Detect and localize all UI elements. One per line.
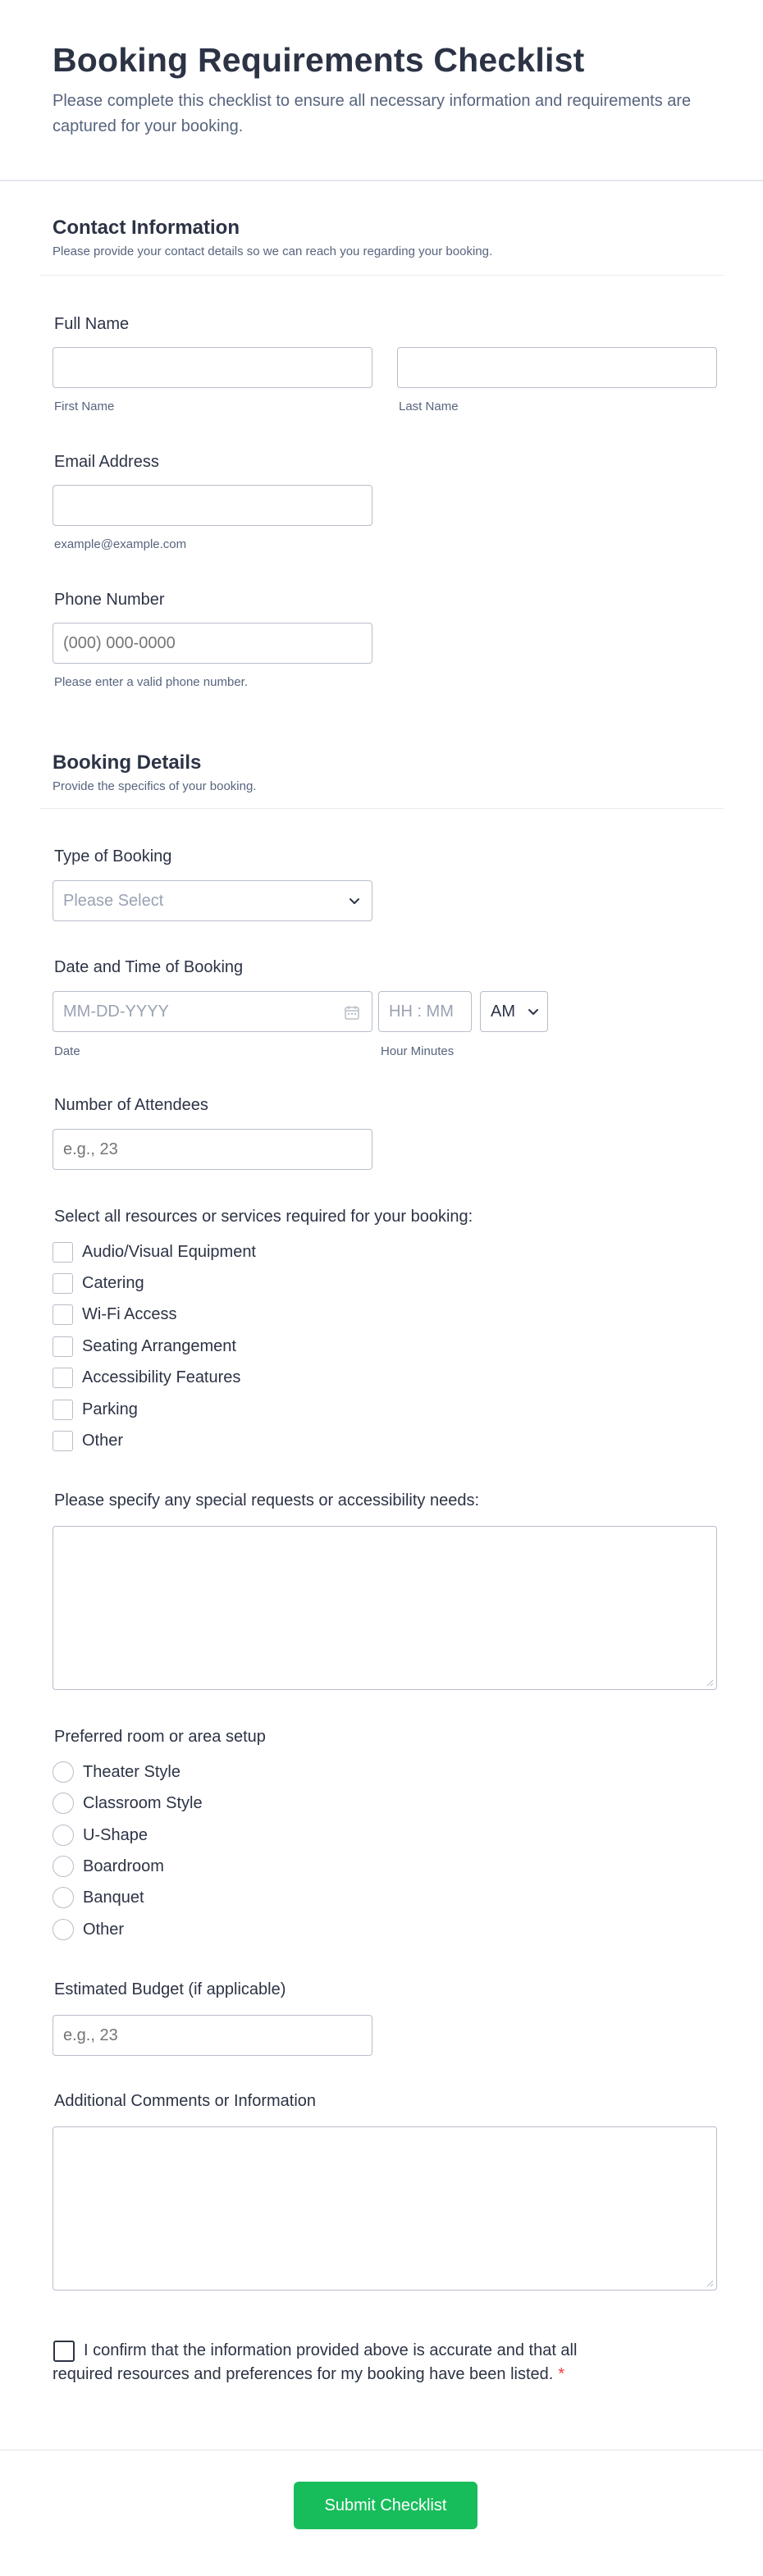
confirm-checkbox[interactable] <box>53 2341 75 2362</box>
resources-label: Select all resources or services required for your booking: <box>54 1208 473 1226</box>
radio-option-label: Boardroom <box>83 1857 164 1875</box>
section-divider <box>39 808 724 809</box>
comments-textarea[interactable] <box>53 2126 717 2291</box>
budget-label: Estimated Budget (if applicable) <box>54 1980 286 1998</box>
booking-type-label: Type of Booking <box>54 847 172 866</box>
radio-option[interactable] <box>53 1887 144 1908</box>
first-name-sublabel: First Name <box>54 400 115 413</box>
section-desc-contact: Please provide your contact details so we can reach you regarding your booking. <box>53 244 493 258</box>
checkbox-option-label: Audio/Visual Equipment <box>82 1242 256 1261</box>
time-sublabel: Hour Minutes <box>381 1044 455 1058</box>
checkbox[interactable] <box>53 1242 73 1263</box>
checkbox-option[interactable] <box>53 1367 240 1388</box>
email-label: Email Address <box>54 453 159 471</box>
radio-button[interactable] <box>53 1793 74 1814</box>
page-subtitle: Please complete this checklist to ensure all necessary information and requirements are captured for your booking. <box>53 92 692 135</box>
radio-button[interactable] <box>53 1825 74 1846</box>
full-name-label: Full Name <box>54 315 130 333</box>
checkbox-option-label: Parking <box>82 1400 138 1418</box>
checkbox[interactable] <box>53 1368 73 1388</box>
date-time-label: Date and Time of Booking <box>54 958 244 976</box>
radio-option[interactable] <box>53 1761 180 1783</box>
checkbox-option-label: Catering <box>82 1273 144 1292</box>
budget-input[interactable] <box>53 2015 372 2056</box>
ampm-select[interactable] <box>480 991 548 1032</box>
required-indicator: * <box>558 2365 565 2383</box>
email-sublabel: example@example.com <box>54 537 187 551</box>
last-name-sublabel: Last Name <box>399 400 459 413</box>
submit-button[interactable]: Submit Checklist <box>294 2482 477 2529</box>
checkbox-option-label: Seating Arrangement <box>82 1336 236 1355</box>
first-name-input[interactable] <box>53 347 372 388</box>
attendees-input[interactable] <box>53 1129 372 1170</box>
checkbox[interactable] <box>53 1304 73 1325</box>
special-requests-textarea[interactable] <box>53 1526 717 1690</box>
checkbox[interactable] <box>53 1273 73 1294</box>
booking-type-placeholder: Please Select <box>63 892 164 910</box>
phone-input[interactable] <box>53 623 372 664</box>
resize-handle-icon[interactable] <box>706 1679 714 1687</box>
checkbox[interactable] <box>53 1336 73 1357</box>
radio-button[interactable] <box>53 1919 74 1940</box>
section-desc-booking: Provide the specifics of your booking. <box>53 779 257 793</box>
checkbox-option-label: Accessibility Features <box>82 1368 241 1386</box>
date-sublabel: Date <box>54 1044 80 1058</box>
attendees-label: Number of Attendees <box>54 1096 208 1114</box>
radio-option-label: U-Shape <box>83 1825 148 1844</box>
radio-option[interactable] <box>53 1825 148 1846</box>
confirm-text: I confirm that the information provided above is accurate and that all required resources and preferences for my booking have been listed. <box>53 2341 578 2383</box>
section-divider <box>39 275 724 276</box>
resize-handle-icon[interactable] <box>706 2279 714 2287</box>
last-name-input[interactable] <box>397 347 717 388</box>
special-requests-label: Please specify any special requests or accessibility needs: <box>54 1491 480 1510</box>
chevron-down-icon <box>528 1006 539 1017</box>
ampm-value: AM <box>491 1003 515 1021</box>
radio-button[interactable] <box>53 1856 74 1877</box>
checkbox-option[interactable] <box>53 1272 144 1294</box>
section-title-booking: Booking Details <box>53 751 202 774</box>
checkbox-option[interactable] <box>53 1241 256 1263</box>
radio-option-label: Banquet <box>83 1888 144 1907</box>
time-placeholder: HH : MM <box>389 1003 454 1021</box>
room-setup-label: Preferred room or area setup <box>54 1728 266 1746</box>
checkbox[interactable] <box>53 1400 73 1420</box>
phone-sublabel: Please enter a valid phone number. <box>54 675 248 689</box>
radio-option[interactable] <box>53 1919 124 1940</box>
time-input[interactable] <box>378 991 472 1032</box>
radio-button[interactable] <box>53 1761 74 1783</box>
calendar-icon[interactable] <box>344 1004 360 1021</box>
checkbox-option[interactable] <box>53 1336 236 1357</box>
date-input[interactable] <box>53 991 372 1032</box>
confirm-statement <box>53 2339 627 2386</box>
checkbox-option[interactable] <box>53 1399 138 1420</box>
phone-label: Phone Number <box>54 591 165 609</box>
page-title: Booking Requirements Checklist <box>53 41 585 79</box>
form-header <box>0 0 763 181</box>
radio-option-label: Other <box>83 1920 125 1939</box>
checkbox-option[interactable] <box>53 1430 123 1451</box>
radio-button[interactable] <box>53 1887 74 1908</box>
checkbox[interactable] <box>53 1431 73 1451</box>
booking-type-select[interactable] <box>53 880 372 921</box>
checkbox-option-label: Wi-Fi Access <box>82 1304 177 1323</box>
email-field[interactable] <box>53 485 372 526</box>
checkbox-option-label: Other <box>82 1431 124 1450</box>
date-placeholder: MM-DD-YYYY <box>63 1003 169 1021</box>
section-title-contact: Contact Information <box>53 217 240 239</box>
chevron-down-icon <box>349 895 360 907</box>
comments-label: Additional Comments or Information <box>54 2092 317 2110</box>
radio-option[interactable] <box>53 1856 164 1877</box>
radio-option-label: Classroom Style <box>83 1793 203 1812</box>
radio-option[interactable] <box>53 1793 203 1814</box>
checkbox-option[interactable] <box>53 1304 177 1325</box>
radio-option-label: Theater Style <box>83 1762 180 1781</box>
